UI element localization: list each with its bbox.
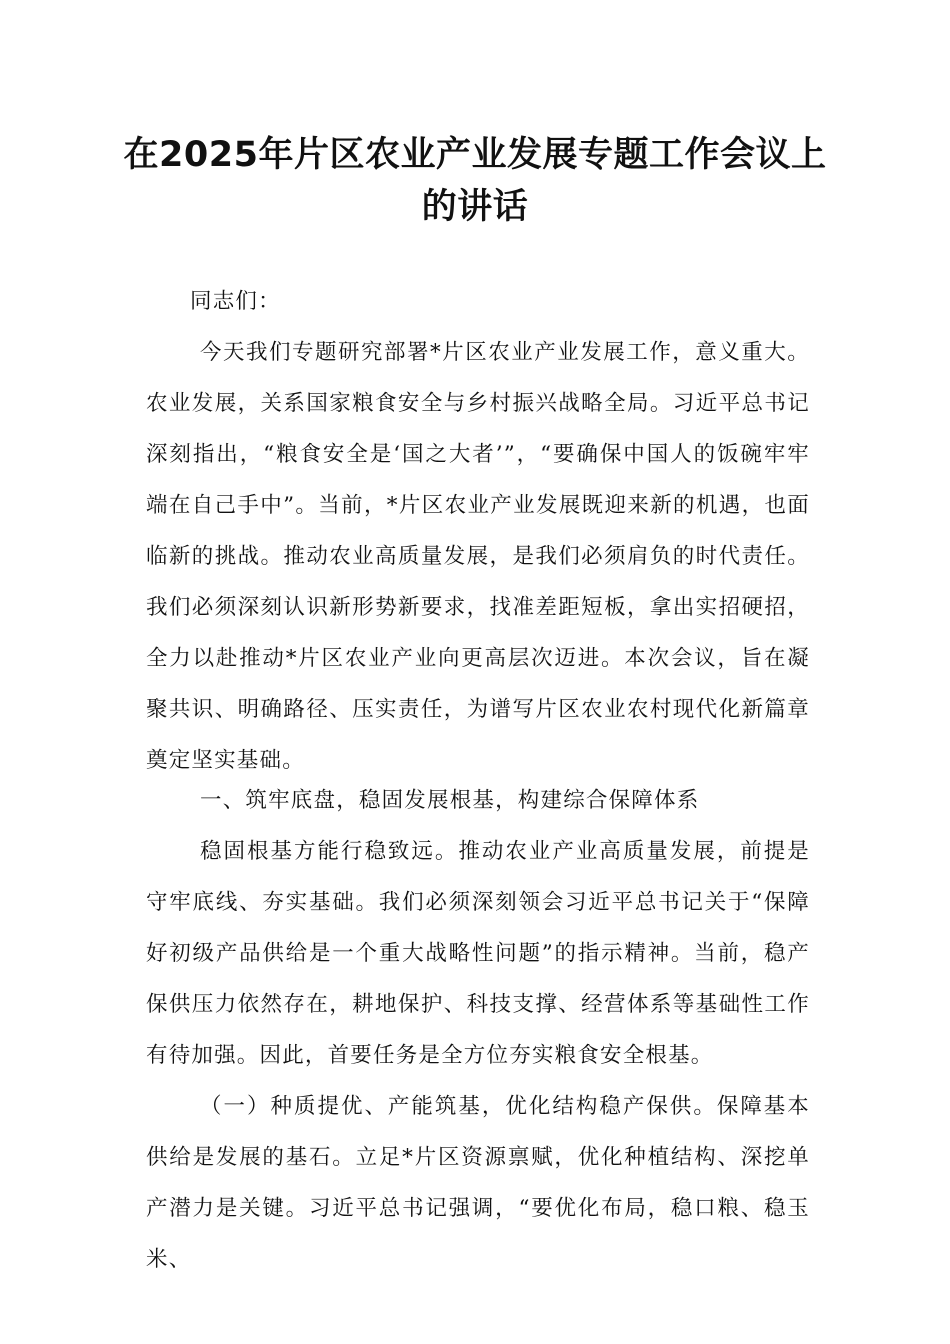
section-1-paragraph: 稳固根基方能行稳致远。推动农业产业高质量发展，前提是守牢底线、夯实基础。我们必须深刻领会习近平总书记关于“保障好初级产品供给是一个重大战略性问题”的指示精神。当前，稳产保供压力依然存在，耕地保护、科技支撑、经营体系等基础性工作有待加强。因此，首要任务是全方位夯实粮食安全根基。 bbox=[146, 839, 810, 1068]
subsection-1-paragraph: （一）种质提优、产能筑基，优化结构稳产保供。保障基本供给是发展的基石。立足*片区资源禀赋，优化种植结构、深挖单产潜力是关键。习近平总书记强调，“要优化布局，稳口粮、稳玉米、 bbox=[146, 1094, 810, 1272]
intro-paragraph: 今天我们专题研究部署*片区农业产业发展工作，意义重大。农业发展，关系国家粮食安全与乡村振兴战略全局。习近平总书记深刻指出，“粮食安全是‘国之大者’”，“要确保中国人的饭碗牢牢端在自己手中”。当前，*片区农业产业发展既迎来新的机遇，也面临新的挑战。推动农业高质量发展，是我们必须肩负的时代责任。我们必须深刻认识新形势新要求，找准差距短板，拿出实招硬招，全力以赴推动*片区农业产业向更高层次迈进。本次会议，旨在凝聚共识、明确路径、压实责任，为谱写片区农业农村现代化新篇章奠定坚实基础。 bbox=[146, 340, 810, 773]
section-heading-1: 一、筑牢底盘，稳固发展根基，构建综合保障体系 bbox=[200, 788, 700, 813]
salutation: 同志们： bbox=[190, 289, 281, 314]
document-title: 在2025年片区农业产业发展专题工作会议上的讲话 bbox=[123, 135, 827, 227]
